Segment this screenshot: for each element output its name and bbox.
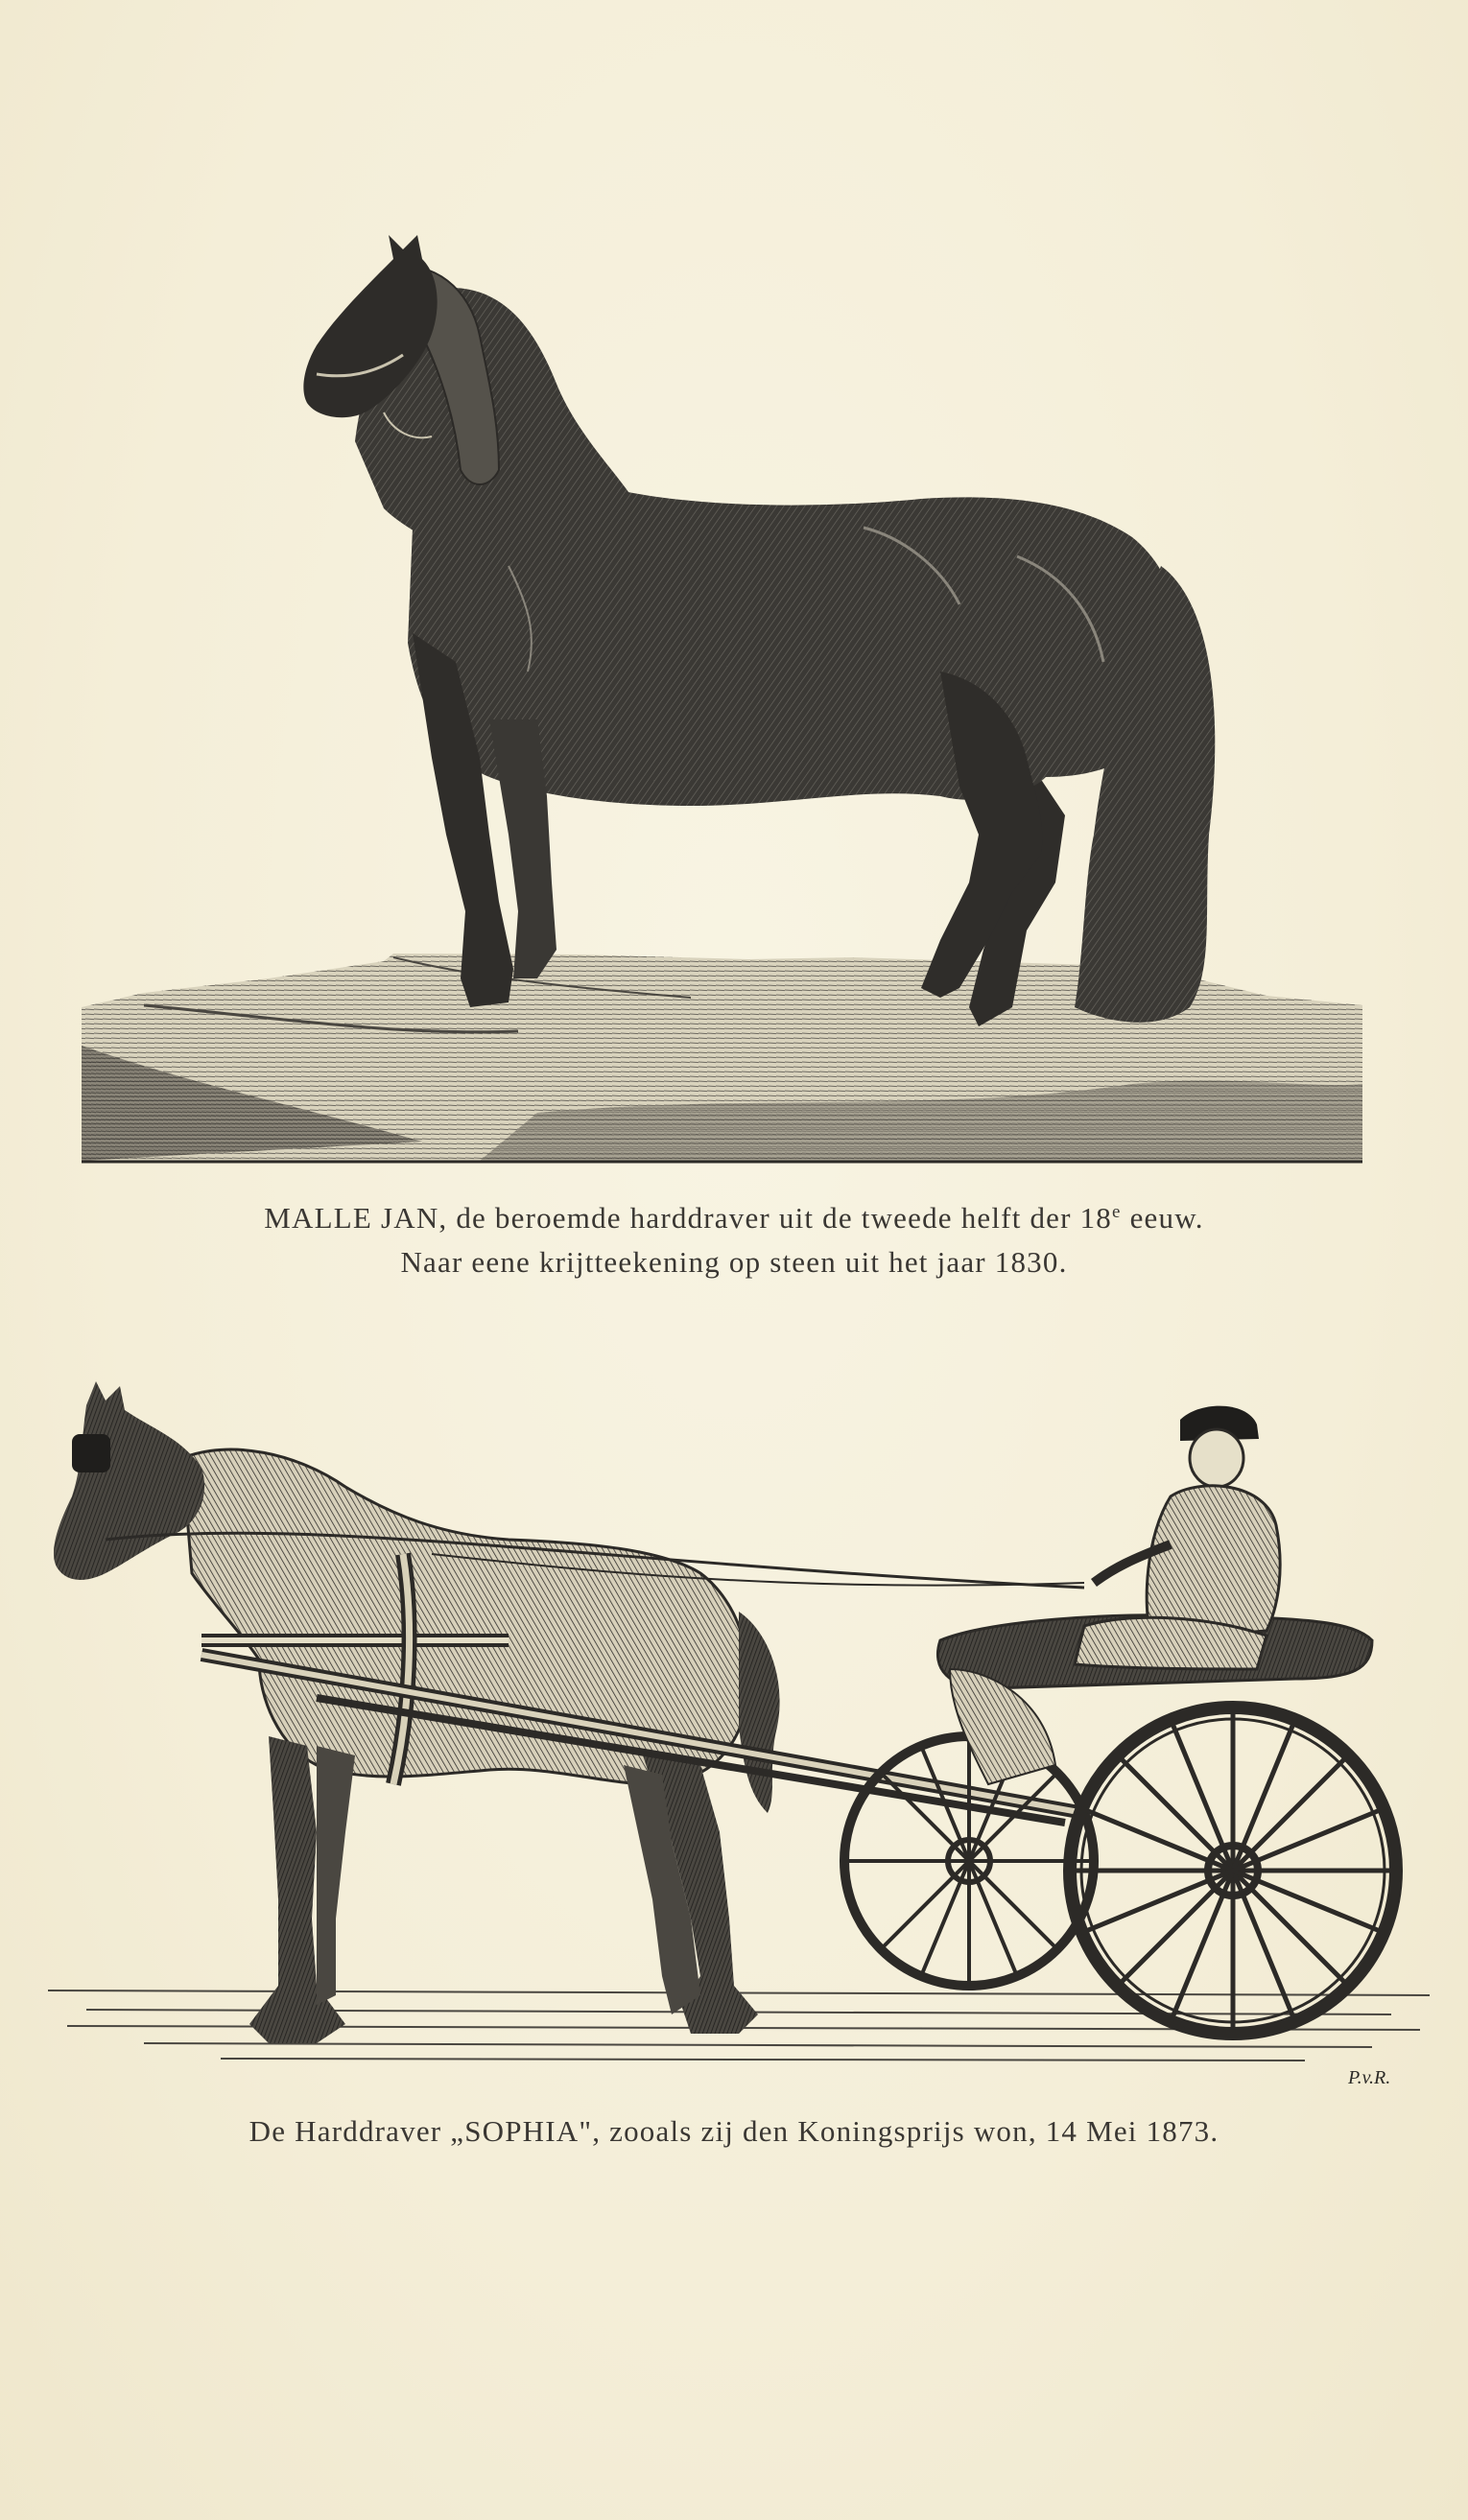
sulky-far-wheel [844,1736,1094,1986]
sulky-near-wheel [1070,1707,1396,2034]
malle-jan-illustration [77,221,1367,1166]
driver-figure [1075,1406,1280,1669]
sophia-illustration [29,1381,1439,2110]
bottom-caption: De Harddraver „SOPHIA", zooals zij den Koningsprijs won, 14 Mei 1873. [249,2114,1219,2148]
top-caption-line-1: MALLE JAN, de beroemde harddraver uit de tweede helft der 18e eeuw. [264,1201,1204,1235]
top-caption-line-2: Naar eene krijtteekening op steen uit het jaar 1830. [400,1245,1068,1279]
horse-figure [303,235,1215,1026]
engraver-mark: P.v.R. [1348,2067,1391,2088]
ordinal-superscript: e [1112,1202,1122,1222]
